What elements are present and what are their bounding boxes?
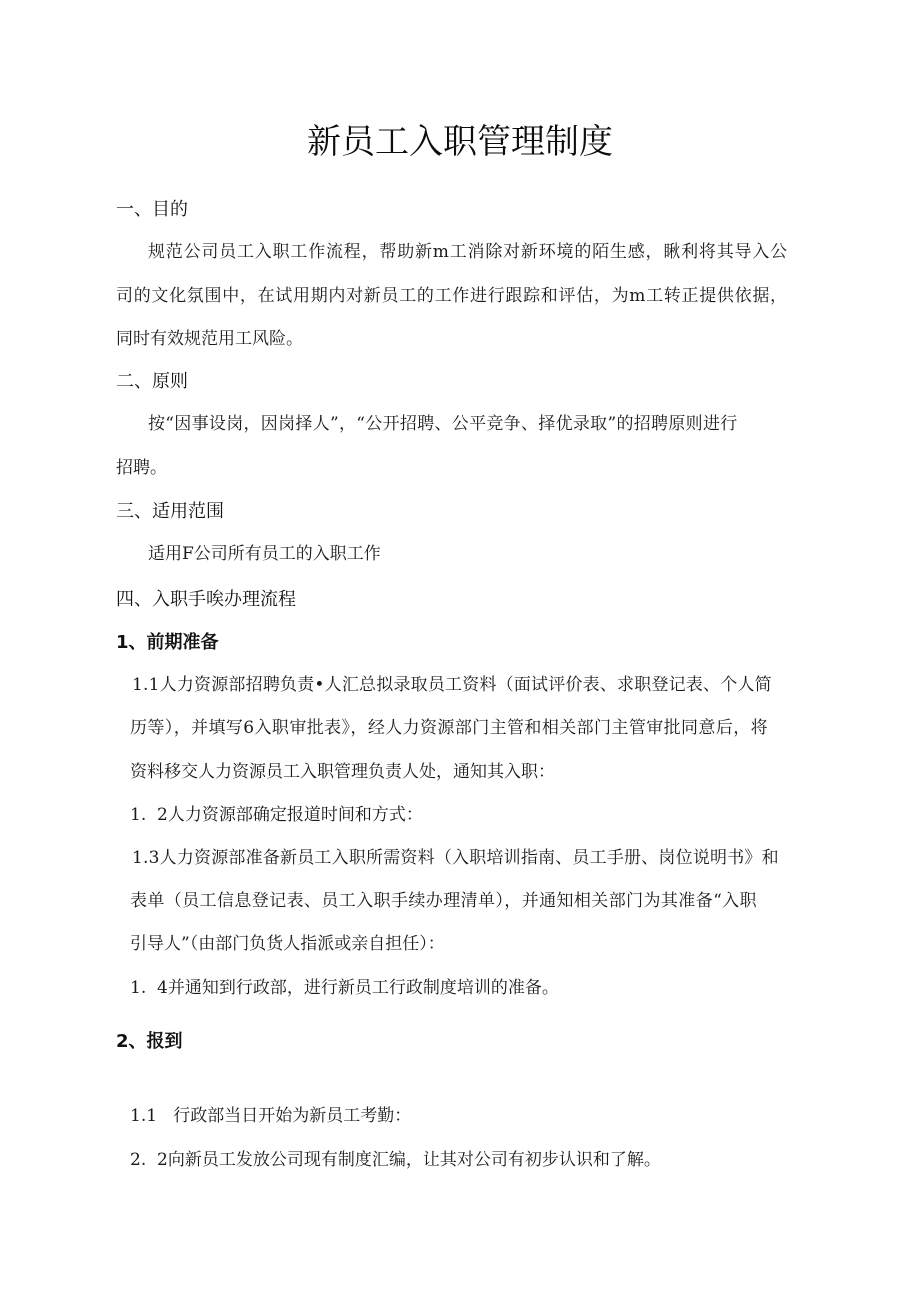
section-heading-principle: 二、原则 bbox=[116, 371, 188, 392]
principle-line-2: 招聘。 bbox=[116, 458, 167, 478]
principle-line-1: 按“因事设岗，因岗择人”，“公开招聘、公平竞争、择优录取”的招聘原则进行 bbox=[148, 414, 738, 434]
prep-item-1-3-line-1: 1.3人力资源部准备新员工入职所需资料（入职培训指南、员工手册、岗位说明书》和 bbox=[132, 848, 779, 868]
section-heading-purpose: 一、目的 bbox=[116, 199, 188, 220]
section-heading-scope: 三、适用范围 bbox=[116, 501, 224, 522]
prep-item-1-3-line-3: 引导人”（由部门负货人指派或亲自担任）： bbox=[130, 934, 445, 954]
prep-item-1-2: 1. 2人力资源部确定报道时间和方式： bbox=[130, 805, 423, 825]
section-heading-process: 四、入职手唉办理流程 bbox=[116, 589, 296, 610]
subsection-heading-report: 2、报到 bbox=[116, 1031, 183, 1052]
prep-item-1-1-line-1: 1.1人力资源部招聘负责•人汇总拟录取员工资料（面试评价表、求职登记表、个人简 bbox=[132, 675, 772, 695]
scope-line-1: 适用F公司所有员工的入职工作 bbox=[148, 544, 381, 564]
subsection-heading-prep: 1、前期准备 bbox=[116, 632, 219, 653]
purpose-line-3: 同时有效规范用工风险。 bbox=[116, 329, 303, 349]
prep-item-1-1-line-2: 历等），并填写6入职审批表》，经人力资源部门主管和相关部门主管审批同意后，将 bbox=[130, 718, 769, 738]
prep-item-1-1-line-3: 资料移交人力资源员工入职管理负责人处，通知其入职： bbox=[130, 762, 555, 782]
purpose-line-2: 司的文化氛围中，在试用期内对新员工的工作进行跟踪和评估，为m工转正提供依据， bbox=[116, 286, 788, 306]
prep-item-1-4: 1. 4并通知到行政部，进行新员工行政制度培训的准备。 bbox=[130, 978, 559, 998]
report-item-2: 2. 2向新员工发放公司现有制度汇编，让其对公司有初步认识和了解。 bbox=[130, 1150, 661, 1170]
page-title: 新员工入职管理制度 bbox=[307, 122, 613, 162]
report-item-1: 1.1 行政部当日开始为新员工考勤： bbox=[130, 1106, 412, 1126]
prep-item-1-3-line-2: 表单（员工信息登记表、员工入职手续办理清单），并通知相关部门为其准备“入职 bbox=[130, 891, 757, 911]
purpose-line-1: 规范公司员工入职工作流程，帮助新m工消除对新环境的陌生感，瞅利将其导入公 bbox=[148, 242, 788, 262]
